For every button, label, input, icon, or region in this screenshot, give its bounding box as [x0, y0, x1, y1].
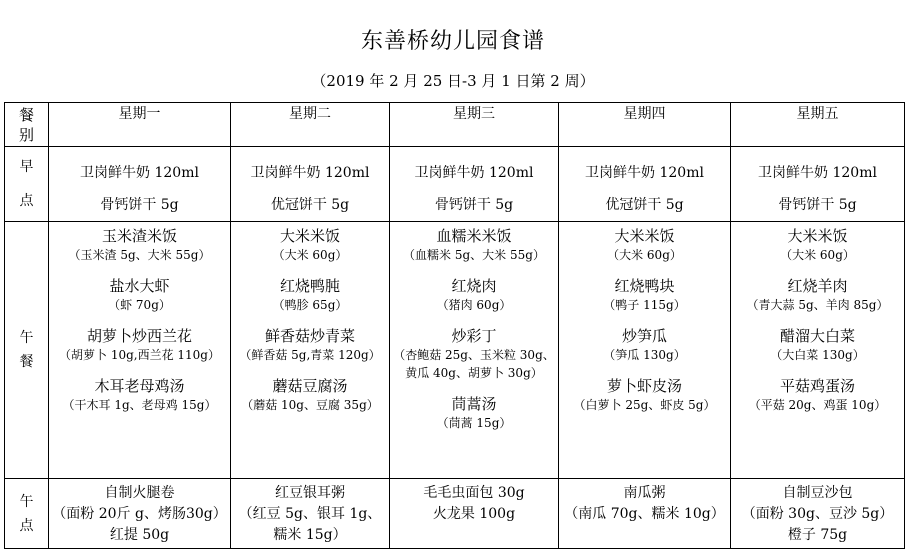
- dish-ingredients: （大白菜 130g）: [770, 348, 865, 362]
- dish: [731, 376, 904, 414]
- snack-item: 南瓜粥: [623, 485, 666, 501]
- breakfast-cell: [49, 147, 231, 222]
- menu-table: [4, 102, 905, 549]
- dish-name: 血糯米米饭: [436, 227, 512, 245]
- snack-cell: [390, 479, 559, 549]
- snack-item: 红提 50g: [109, 527, 170, 543]
- breakfast-item: 优冠饼干 5g: [270, 197, 350, 213]
- snack-item: 自制豆沙包: [782, 485, 853, 501]
- dish-ingredients: （鸭子 115g）: [603, 298, 686, 312]
- dish-ingredients: （干木耳 1g、老母鸡 15g）: [62, 398, 217, 412]
- dish: [49, 376, 230, 414]
- snack-label: [5, 479, 49, 549]
- dish-ingredients: （玉米渣 5g、大米 55g）: [68, 248, 211, 262]
- breakfast-item: 优冠饼干 5g: [605, 197, 684, 213]
- dish-name: 平菇鸡蛋汤: [779, 377, 855, 395]
- lunch-cell: [731, 222, 905, 479]
- breakfast-item: 卫岗鲜牛奶 120ml: [758, 165, 877, 181]
- day-header: 星期三: [390, 103, 559, 147]
- dish: [49, 326, 230, 364]
- dish-ingredients: （杏鲍菇 25g、玉米粒 30g、黄瓜 40g、胡萝卜 30g）: [393, 348, 555, 380]
- snack-item: （南瓜 70g、糯米 10g）: [564, 506, 725, 522]
- dish-name: 玉米渣米饭: [101, 227, 177, 245]
- dish-ingredients: （大米 60g）: [780, 248, 855, 262]
- day-header: 星期五: [731, 103, 905, 147]
- snack-cell: [731, 479, 905, 549]
- dish-ingredients: （青大蒜 5g、羊肉 85g）: [746, 298, 889, 312]
- snack-item: 红豆银耳粥: [275, 485, 345, 501]
- dish: [731, 276, 904, 314]
- dish-name: 胡萝卜炒西兰花: [86, 327, 192, 345]
- dish-name: 茼蒿汤: [451, 395, 497, 413]
- breakfast-row: [5, 147, 905, 222]
- dish-name: 大米米饭: [614, 227, 675, 245]
- dish-name: 红烧肉: [451, 277, 497, 295]
- snack-item: 糯米 15g）: [273, 527, 347, 543]
- dish: [231, 326, 389, 364]
- dish: [731, 226, 904, 264]
- lunch-cell: [390, 222, 559, 479]
- breakfast-item: 卫岗鲜牛奶 120ml: [414, 165, 534, 181]
- category-header: [5, 103, 49, 147]
- dish: [559, 226, 730, 264]
- dish-ingredients: （笋瓜 130g）: [603, 348, 686, 362]
- dish-ingredients: （茼蒿 15g）: [436, 416, 512, 430]
- lunch-label-text: 午餐: [19, 330, 34, 370]
- lunch-cell: [231, 222, 390, 479]
- dish-name: 鲜香菇炒青菜: [264, 327, 355, 345]
- page-subtitle: （2019 年 2 月 25 日-3 月 1 日第 2 周）: [311, 72, 595, 90]
- breakfast-item: 卫岗鲜牛奶 120ml: [80, 165, 199, 181]
- dish-ingredients: （大米 60g）: [607, 248, 682, 262]
- dish-name: 炒彩丁: [451, 327, 497, 345]
- dish: [390, 394, 558, 432]
- dish: [231, 276, 389, 314]
- dish: [231, 376, 389, 414]
- breakfast-item: 卫岗鲜牛奶 120ml: [250, 165, 370, 181]
- header-row: [5, 103, 905, 147]
- lunch-cell: [49, 222, 231, 479]
- breakfast-item: 骨钙饼干 5g: [778, 197, 857, 213]
- breakfast-cell: [559, 147, 731, 222]
- dish-ingredients: （蘑菇 10g、豆腐 35g）: [241, 398, 379, 412]
- dish: [559, 326, 730, 364]
- snack-item: （面粉 20斤 g、烤肠30g）: [52, 506, 227, 522]
- breakfast-cell: [390, 147, 559, 222]
- day-header: 星期二: [231, 103, 390, 147]
- snack-item: 橙子 75g: [787, 527, 848, 543]
- dish-name: 红烧鸭肫: [279, 277, 340, 295]
- snack-item: 自制火腿卷: [104, 485, 175, 501]
- dish-name: 大米米饭: [279, 227, 340, 245]
- dish-name: 红烧鸭块: [614, 277, 675, 295]
- dish: [559, 376, 730, 414]
- dish-name: 蘑菇豆腐汤: [272, 377, 348, 395]
- day-header: 星期一: [49, 103, 231, 147]
- dish-ingredients: （鸭胗 65g）: [272, 298, 348, 312]
- dish: [390, 326, 558, 382]
- breakfast-item: 骨钙饼干 5g: [434, 197, 514, 213]
- page-title: 东善桥幼儿园食谱: [360, 29, 545, 54]
- snack-item: 毛毛虫面包 30g: [423, 485, 525, 501]
- dish: [231, 226, 389, 264]
- dish-ingredients: （白萝卜 25g、虾皮 5g）: [573, 398, 716, 412]
- dish: [731, 326, 904, 364]
- breakfast-label: [5, 147, 49, 222]
- dish: [49, 226, 230, 264]
- dish: [559, 276, 730, 314]
- breakfast-label-text: 早点: [19, 159, 34, 209]
- dish-name: 醋溜大白菜: [779, 327, 855, 345]
- breakfast-item: 骨钙饼干 5g: [100, 197, 179, 213]
- breakfast-item: 卫岗鲜牛奶 120ml: [585, 165, 704, 181]
- dish-name: 盐水大虾: [109, 277, 170, 295]
- snack-item: （红豆 5g、银耳 1g、: [238, 506, 382, 522]
- lunch-row: [5, 222, 905, 479]
- snack-row: [5, 479, 905, 549]
- snack-cell: [49, 479, 231, 549]
- dish: [49, 276, 230, 314]
- dish-ingredients: （血糯米 5g、大米 55g）: [403, 248, 545, 262]
- lunch-label: [5, 222, 49, 479]
- snack-label-text: 午点: [19, 493, 34, 534]
- breakfast-cell: [231, 147, 390, 222]
- dish-ingredients: （大米 60g）: [272, 248, 348, 262]
- dish-name: 红烧羊肉: [787, 277, 848, 295]
- snack-cell: [231, 479, 390, 549]
- snack-cell: [559, 479, 731, 549]
- snack-item: 火龙果 100g: [432, 506, 516, 522]
- dish: [390, 276, 558, 314]
- dish-name: 炒笋瓜: [621, 327, 667, 345]
- dish-ingredients: （猪肉 60g）: [436, 298, 512, 312]
- dish-ingredients: （胡萝卜 10g,西兰花 110g）: [59, 348, 220, 362]
- day-header: 星期四: [559, 103, 731, 147]
- dish: [390, 226, 558, 264]
- category-header-label: 餐别: [19, 105, 35, 144]
- dish-ingredients: （平菇 20g、鸡蛋 10g）: [748, 398, 887, 412]
- dish-name: 大米米饭: [787, 227, 848, 245]
- dish-ingredients: （虾 70g）: [108, 298, 171, 312]
- lunch-cell: [559, 222, 731, 479]
- dish-name: 萝卜虾皮汤: [606, 377, 682, 395]
- breakfast-cell: [731, 147, 905, 222]
- dish-name: 木耳老母鸡汤: [94, 377, 185, 395]
- snack-item: （面粉 30g、豆沙 5g）: [741, 506, 894, 522]
- dish-ingredients: （鲜香菇 5g,青菜 120g）: [239, 348, 381, 362]
